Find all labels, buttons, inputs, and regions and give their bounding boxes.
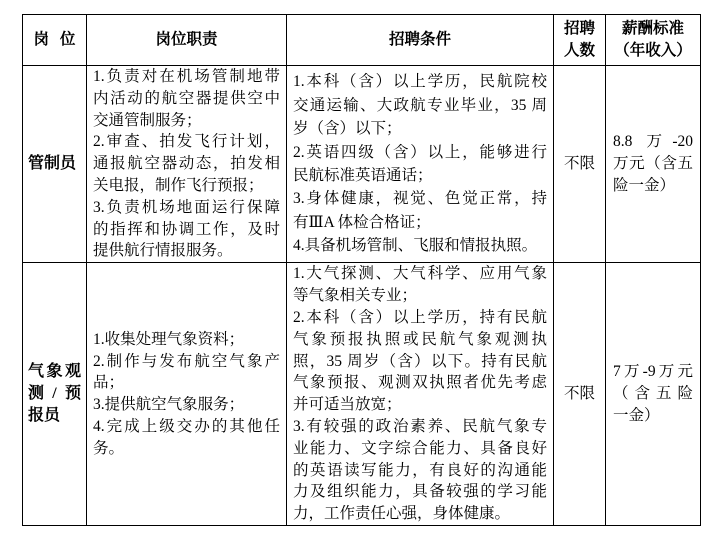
requirement-item (293, 234, 547, 257)
duty-item (93, 197, 280, 262)
requirement-line: 等气象相关专业； (293, 287, 418, 305)
requirement-item (293, 263, 547, 307)
duty-line: 内活动的航空器提供空中 (93, 89, 280, 107)
headcount-cell (554, 263, 606, 526)
duty-item (93, 351, 280, 395)
recruitment-table (22, 14, 701, 526)
requirement-line: 3.身体健康，视觉、色觉正常，持 (293, 190, 547, 208)
duty-item (93, 394, 280, 416)
requirement-line: 并可适当放宽； (293, 396, 402, 414)
duty-line: 品； (93, 374, 125, 392)
post-name-line: 气象观 (28, 363, 81, 381)
table-row (23, 263, 701, 526)
duty-line: 提供航行情报服务。 (93, 242, 233, 260)
duty-line: 交通管制服务； (93, 111, 202, 129)
header-duties (87, 15, 287, 66)
salary-line: 万元（含五 (613, 155, 693, 173)
salary-line: 一金） (613, 407, 660, 425)
salary-cell (606, 66, 701, 263)
header-requirements (287, 15, 554, 66)
post-cell (23, 66, 87, 263)
requirement-line: 交通运输、大政航专业毕业，35 周 (293, 96, 547, 114)
requirement-line: 的英语读写能力，有良好的沟通能 (293, 461, 547, 479)
salary-line: 7万-9万元 (613, 363, 693, 381)
requirement-item (293, 187, 547, 234)
requirement-line: 2.英语四级（含）以上，能够进行 (293, 143, 547, 161)
requirement-line: 业能力、文字综合能力、具备良好 (293, 439, 547, 457)
duty-line: 通报航空器动态，拍发相 (93, 155, 280, 173)
duty-line: 的指挥和协调工作，及时 (93, 220, 280, 238)
requirement-line: 气象预报、观测双执照者优先考虑 (293, 374, 547, 392)
post-name-line: 管制员 (28, 155, 77, 173)
requirement-line: 有ⅢA 体检合格证； (293, 213, 431, 231)
post-cell (23, 263, 87, 526)
header-duties-label: 岗位职责 (155, 31, 218, 48)
duty-line: 3.负责机场地面运行保障 (93, 198, 280, 216)
duty-item (93, 66, 280, 131)
header-post-label: 岗 位 (33, 31, 76, 48)
headcount-cell (554, 66, 606, 263)
requirement-line: 力及组织能力，具备较强的学习能 (293, 483, 547, 501)
requirements-cell (287, 66, 554, 263)
requirement-line: 照，35 周岁（含）以下。持有民航 (293, 352, 547, 370)
duty-item (93, 416, 280, 460)
header-requirements-label: 招聘条件 (388, 31, 451, 48)
header-salary-line: （年收入） (614, 42, 692, 59)
duty-line: 4.完成上级交办的其他任 (93, 417, 280, 435)
duty-line: 3.提供航空气象服务； (93, 396, 245, 414)
duties-cell (87, 66, 287, 263)
salary-line: 8.8 万-20 (613, 133, 693, 151)
requirement-line: 力，工作责任心强，身体健康。 (293, 505, 511, 523)
duty-line: 务。 (93, 439, 125, 457)
header-headcount-line: 人数 (563, 42, 595, 59)
duty-line: 关电报，制作飞行预报； (93, 176, 264, 194)
header-salary (606, 15, 701, 66)
table-header-row (23, 15, 701, 66)
requirement-line: 4.具备机场管制、飞服和情报执照。 (293, 237, 538, 255)
post-name-line: 报员 (28, 407, 61, 425)
requirement-item (293, 70, 547, 140)
salary-line: （含五险 (613, 385, 693, 403)
header-salary-line: 薪酬标准 (621, 20, 684, 37)
headcount-value: 不限 (563, 385, 595, 403)
table-row (23, 66, 701, 263)
duty-line: 1.负责对在机场管制地带 (93, 68, 280, 85)
header-headcount (554, 15, 606, 66)
requirement-line: 岁（含）以下； (293, 120, 402, 138)
requirement-item (293, 307, 547, 416)
duty-item (93, 131, 280, 196)
requirement-line: 民航标准英语通话； (293, 167, 433, 185)
headcount-value: 不限 (563, 155, 595, 173)
requirement-line: 3.有较强的政治素养、民航气象专 (293, 417, 547, 435)
header-post (23, 15, 87, 66)
requirement-item (293, 141, 547, 188)
duties-cell (87, 263, 287, 526)
duty-line: 1.收集处理气象资料； (93, 330, 245, 348)
requirements-cell (287, 263, 554, 526)
requirement-line: 2.本科（含）以上学历，持有民航 (293, 308, 547, 326)
salary-cell (606, 263, 701, 526)
header-headcount-line: 招聘 (563, 20, 595, 37)
post-name-line: 测/预 (28, 385, 81, 403)
requirement-line: 1.大气探测、大气科学、应用气象 (293, 265, 547, 283)
duty-line: 2.审查、拍发飞行计划， (93, 133, 280, 151)
requirement-line: 气象预报执照或民航气象观测执 (293, 330, 547, 348)
requirement-item (293, 416, 547, 525)
duty-line: 2.制作与发布航空气象产 (93, 352, 280, 370)
duty-item (93, 329, 280, 351)
salary-line: 险一金） (613, 176, 676, 194)
requirement-line: 1.本科（含）以上学历，民航院校 (293, 73, 547, 91)
